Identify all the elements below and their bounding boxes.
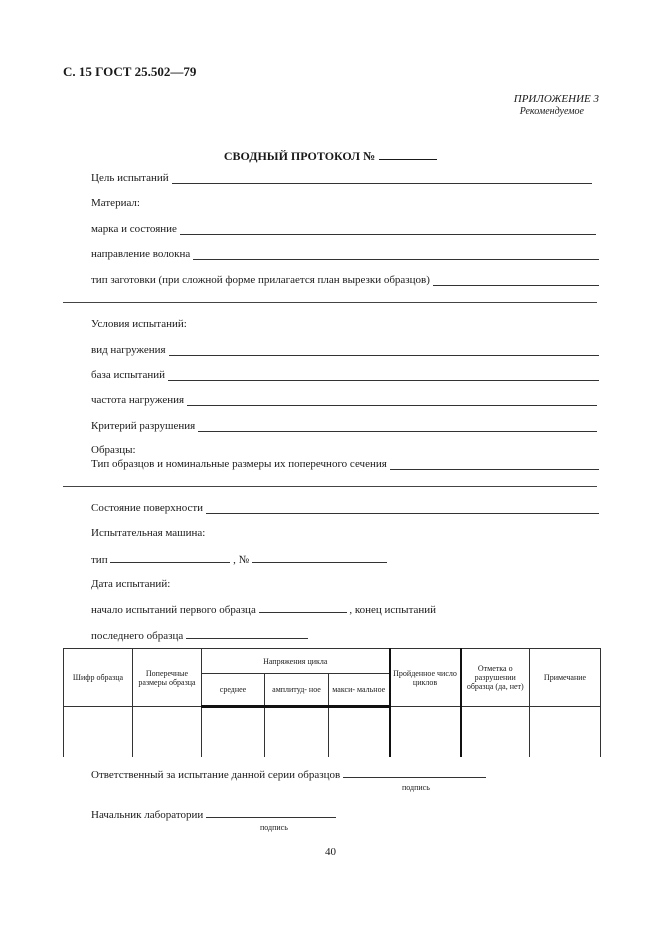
- appendix-subtitle: Рекомендуемое: [519, 106, 584, 117]
- frequency-blank[interactable]: [187, 396, 597, 406]
- page-header: С. 15 ГОСТ 25.502—79: [63, 64, 197, 79]
- end-blank[interactable]: [186, 629, 308, 639]
- grade-label: марка и состояние: [91, 223, 177, 235]
- frequency-label: частота нагружения: [91, 394, 185, 406]
- cell-mean[interactable]: [202, 707, 265, 757]
- machine-number-label: , №: [233, 554, 250, 566]
- load-type-blank[interactable]: [169, 346, 599, 356]
- base-blank[interactable]: [168, 371, 599, 381]
- col-max: макси- мальное: [329, 674, 390, 707]
- machine-type-label: тип: [91, 554, 108, 566]
- sample-type-label: Тип образцов и номинальные размеры их поперечного сечения: [91, 458, 387, 470]
- head-line: [91, 808, 336, 821]
- machine-label: Испытательная машина:: [91, 527, 206, 539]
- start-label: начало испытаний первого образца: [91, 604, 256, 616]
- start-line: [91, 603, 436, 616]
- machine-line: [91, 553, 387, 566]
- col-fail: Отметка о разрушении образца (да, нет): [461, 649, 530, 707]
- document-title: [0, 148, 661, 164]
- cell-fail[interactable]: [461, 707, 530, 757]
- continuation-rule-1[interactable]: [63, 302, 597, 303]
- date-label: Дата испытаний:: [91, 578, 171, 590]
- end-label: , конец испытаний: [349, 604, 437, 616]
- criterion-blank[interactable]: [198, 422, 597, 432]
- page-number: 40: [325, 846, 336, 858]
- signature-caption-2: подпись: [260, 823, 288, 832]
- samples-label: Образцы:: [91, 444, 136, 456]
- col-amp: амплитуд- ное: [265, 674, 329, 707]
- criterion-label: Критерий разрушения: [91, 420, 196, 432]
- surface-line: [91, 502, 599, 514]
- col-stress: Напряжения цикла: [202, 649, 390, 674]
- results-table: [63, 648, 601, 757]
- col-dims: Поперечные размеры образца: [133, 649, 202, 707]
- continuation-rule-2[interactable]: [63, 486, 597, 487]
- cell-code[interactable]: [64, 707, 133, 757]
- responsible-label: Ответственный за испытание данной серии образцов: [91, 769, 341, 781]
- load-type-label: вид нагружения: [91, 344, 166, 356]
- sample-type-blank[interactable]: [390, 460, 599, 470]
- col-mean: среднее: [202, 674, 265, 707]
- protocol-number-blank[interactable]: [379, 148, 437, 160]
- table-row: [64, 707, 601, 757]
- goal-blank[interactable]: [172, 174, 592, 184]
- col-cycles: Пройденное число циклов: [390, 649, 461, 707]
- fiber-blank[interactable]: [193, 250, 599, 260]
- responsible-signature-blank[interactable]: [343, 768, 486, 778]
- base-line: [91, 369, 599, 381]
- machine-type-blank[interactable]: [110, 553, 230, 563]
- cell-note[interactable]: [530, 707, 601, 757]
- blank-type-label: тип заготовки (при сложной форме прилагается план вырезки образцов): [91, 274, 430, 286]
- start-blank[interactable]: [259, 603, 347, 613]
- blank-type-blank[interactable]: [433, 276, 599, 286]
- appendix-title: ПРИЛОЖЕНИЕ 3: [513, 93, 599, 105]
- blank-type-line: [91, 274, 599, 286]
- sample-type-line: [91, 458, 599, 470]
- material-label: Материал:: [91, 197, 140, 209]
- signature-caption: подпись: [402, 783, 430, 792]
- base-label: база испытаний: [91, 369, 165, 381]
- machine-number-blank[interactable]: [252, 553, 387, 563]
- cell-max[interactable]: [329, 707, 390, 757]
- title-text: СВОДНЫЙ ПРОТОКОЛ №: [223, 149, 376, 163]
- criterion-line: [91, 420, 597, 432]
- surface-label: Состояние поверхности: [91, 502, 204, 514]
- cell-dims[interactable]: [133, 707, 202, 757]
- cell-amp[interactable]: [265, 707, 329, 757]
- grade-blank[interactable]: [180, 225, 596, 235]
- head-signature-blank[interactable]: [206, 808, 336, 818]
- responsible-line: [91, 768, 486, 781]
- fiber-label: направление волокна: [91, 248, 191, 260]
- grade-line: [91, 223, 596, 235]
- frequency-line: [91, 394, 597, 406]
- col-note: Примечание: [530, 649, 601, 707]
- cell-cycles[interactable]: [390, 707, 461, 757]
- surface-blank[interactable]: [206, 504, 599, 514]
- conditions-label: Условия испытаний:: [91, 318, 187, 330]
- load-type-line: [91, 344, 599, 356]
- last-label: последнего образца: [91, 630, 184, 642]
- last-line: [91, 629, 308, 642]
- head-label: Начальник лаборатории: [91, 809, 204, 821]
- goal-label: Цель испытаний: [91, 172, 169, 184]
- fiber-line: [91, 248, 599, 260]
- goal-line: [91, 172, 592, 184]
- col-code: Шифр образца: [64, 649, 133, 707]
